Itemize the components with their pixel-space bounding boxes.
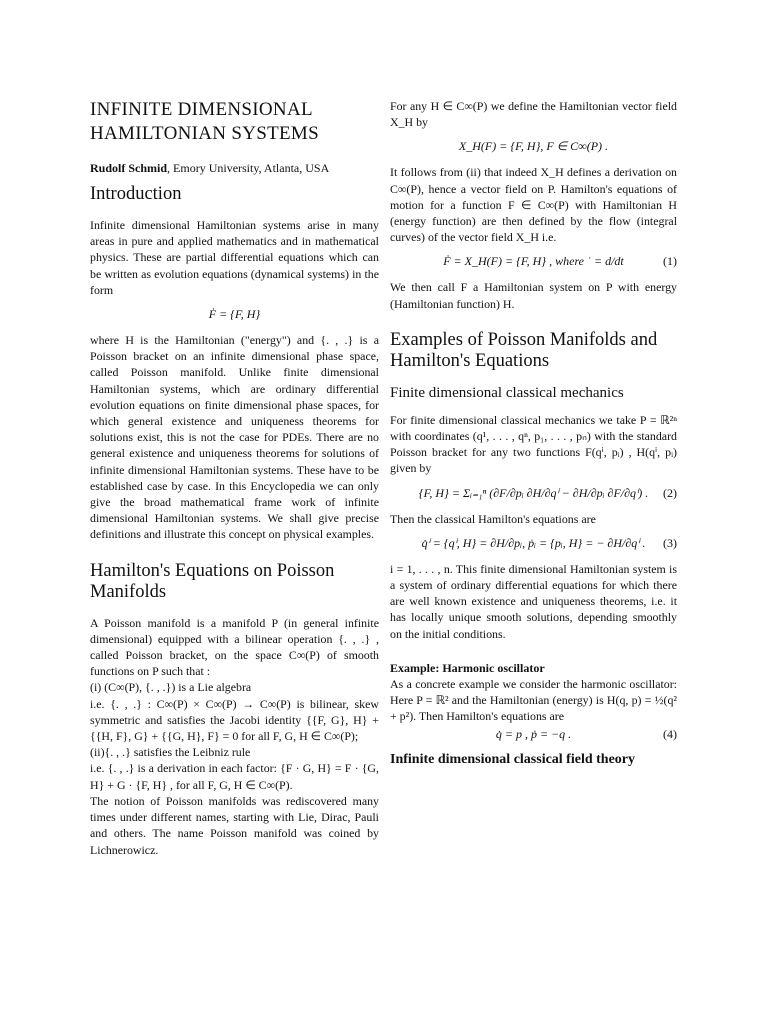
ham-paragraph-3: i.e. {. , .} : C∞(P) × C∞(P) → C∞(P) is bilinear, skew symmetric and satisfies the Jacobi identity {{F, G}, H} + {{H, F}, G} + {{G, H}, F} = 0 for all F, G, H ∈ C∞(P); bbox=[90, 696, 379, 744]
ode-system-paragraph: i = 1, . . . , n. This finite dimensional Hamiltonian system is a system of ordinary differential equations for which there are well known existence and uniqueness theorems, i.e. it has locally unique smooth solutions, depending smoothly on the initial conditions. bbox=[390, 561, 677, 641]
equation-3-body: q̇ⁱ = {qⁱ, H} = ∂H/∂pᵢ, ṗᵢ = {pᵢ, H} = − ∂H/∂qⁱ . bbox=[421, 535, 646, 550]
ham-paragraph-1: A Poisson manifold is a manifold P (in general infinite dimensional) equipped with a bilinear operation {. , .} , called Poisson bracket, on the space C∞(P) of smooth functions on P such that : bbox=[90, 615, 379, 679]
ham-paragraph-5: i.e. {. , .} is a derivation in each factor: {F · G, H} = F · {G, H} + G · {F, H} , for all F, G, H ∈ C∞(P). bbox=[90, 761, 379, 792]
heading-finite-dimensional: Finite dimensional classical mechanics bbox=[390, 384, 624, 401]
equation-1-body: Ḟ = X_H(F) = {F, H} , where ˙ = d/dt bbox=[443, 254, 624, 269]
equation-2-body: {F, H} = Σᵢ₌₁ⁿ (∂F/∂pᵢ ∂H/∂qⁱ − ∂H/∂pᵢ ∂F/∂qⁱ) . bbox=[418, 485, 649, 500]
finite-dimensional-paragraph: For finite dimensional classical mechanics we take P = ℝ²ⁿ with coordinates (q¹, . . . , qⁿ, p₁, . . . , pₙ) with the standard Poisson bracket for any two functions F(qⁱ, pᵢ) , H(qⁱ, pᵢ) given by bbox=[390, 412, 677, 476]
equation-2-number: (2) bbox=[663, 485, 677, 500]
heading-hamiltons-equations: Hamilton's Equations on Poisson Manifolds bbox=[90, 560, 335, 602]
ham-paragraph-6: The notion of Poisson manifolds was rediscovered many times under different names, starting with Lie, Dirac, Pauli and others. The name Poisson manifold was coined by Lichnerowicz. bbox=[90, 793, 379, 857]
equation-3 bbox=[390, 535, 677, 551]
intro-equation: Ḟ = {F, H} bbox=[208, 307, 261, 322]
harmonic-oscillator-paragraph: As a concrete example we consider the harmonic oscillator: Here P = ℝ² and the Hamiltonian (energy) is H(q, p) = ½(q² + p²). Then Hamilton's equations are bbox=[390, 676, 677, 724]
author-name: Rudolf Schmid bbox=[90, 161, 168, 175]
right-column bbox=[390, 98, 677, 778]
hamilton-equations-paragraph: It follows from (ii) that indeed X_H defines a derivation on C∞(P), hence a vector field on P. Hamilton's equations of motion for a function F ∈ C∞(P) with Hamiltonian H (energy function) are then defined by the flow (integral curves) of the vector field X_H i.e. bbox=[390, 165, 677, 245]
equation-3-number: (3) bbox=[663, 535, 677, 550]
equation-1-number: (1) bbox=[663, 254, 677, 269]
equation-1 bbox=[390, 253, 677, 269]
intro-paragraph-2: where H is the Hamiltonian ("energy") and {. , .} is a Poisson bracket on an infinite dimensional phase space, called Poisson manifold. Unlike finite dimensional Hamiltonian systems, which are ordinary differential evolution equations on finite dimensional phase spaces, for which general existence and uniqueness theorems for solutions exist, this is not the case for PDEs. There are no general existence and uniqueness theorems for solutions of infinite dimensional Hamiltonian systems. These have to be established case by case. In this Encyclopedia we can only give the broad mathematical frame work of infinite dimensional Hamiltonian systems. We shall give precise definitions and illustrate this concept on physical examples. bbox=[90, 333, 379, 542]
equation-xh: X_H(F) = {F, H}, F ∈ C∞(P) . bbox=[458, 139, 609, 154]
intro-paragraph-1: Infinite dimensional Hamiltonian systems arise in many areas in pure and applied mathematics and in mathematical physics. These are partial differential equations which can be written as evolution equations (dynamical systems) in the form bbox=[90, 218, 379, 297]
author-affiliation: , Emory University, Atlanta, USA bbox=[167, 161, 330, 175]
left-column bbox=[90, 98, 379, 866]
equation-4-body: q̇ = p , ṗ = −q . bbox=[495, 727, 572, 742]
paper-title: INFINITE DIMENSIONAL HAMILTONIAN SYSTEMS bbox=[90, 99, 319, 144]
heading-introduction: Introduction bbox=[90, 184, 182, 204]
hamiltonian-vector-field-paragraph: For any H ∈ C∞(P) we define the Hamiltonian vector field X_H by bbox=[390, 99, 677, 130]
equation-4 bbox=[390, 726, 677, 742]
heading-infinite-dimensional-field-theory: Infinite dimensional classical field theory bbox=[390, 752, 635, 768]
author-line bbox=[90, 160, 379, 176]
hamiltonian-system-paragraph: We then call F a Hamiltonian system on P with energy (Hamiltonian function) H. bbox=[390, 280, 677, 311]
heading-examples: Examples of Poisson Manifolds and Hamilton's Equations bbox=[390, 329, 658, 371]
equation-4-number: (4) bbox=[663, 727, 677, 742]
heading-harmonic-oscillator: Example: Harmonic oscillator bbox=[390, 660, 545, 675]
equation-2 bbox=[390, 485, 677, 501]
ham-paragraph-4: (ii){. , .} satisfies the Leibniz rule bbox=[90, 745, 251, 760]
ham-paragraph-2: (i) (C∞(P), {. , .}) is a Lie algebra bbox=[90, 680, 252, 695]
classical-hamilton-paragraph: Then the classical Hamilton's equations are bbox=[390, 511, 596, 526]
